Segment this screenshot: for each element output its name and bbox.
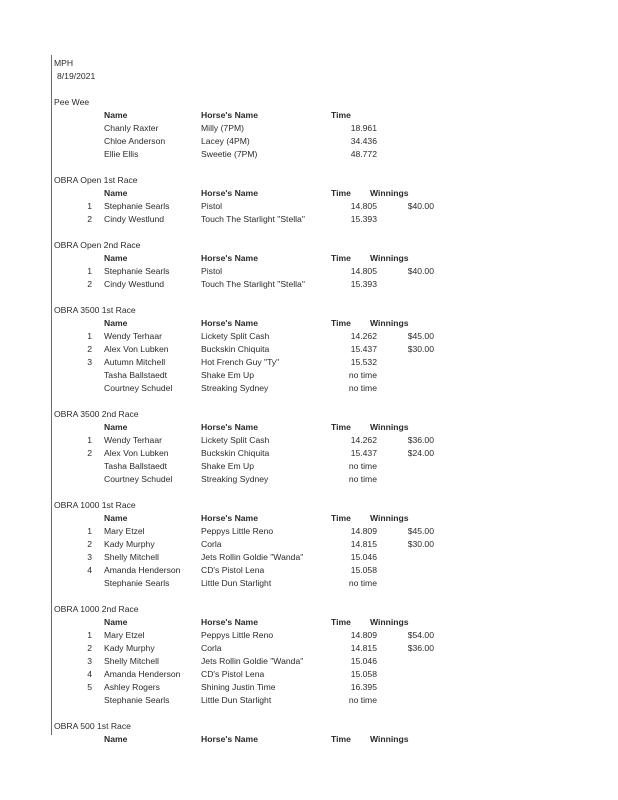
- result-row: [54, 577, 614, 590]
- col-header-name: Name: [104, 513, 128, 523]
- col-header-time: Time: [331, 422, 351, 432]
- horse-name-cell: Corla: [201, 539, 222, 549]
- race-section: [54, 239, 614, 291]
- rider-name-cell: Autumn Mitchell: [104, 357, 166, 367]
- rider-name-cell: Wendy Terhaar: [104, 435, 162, 445]
- results-document: [54, 57, 614, 746]
- col-header-winnings: Winnings: [370, 253, 409, 263]
- time-cell: 34.436: [350, 136, 377, 146]
- horse-name-cell: Lickety Split Cash: [201, 435, 270, 445]
- horse-name-cell: Streaking Sydney: [201, 474, 269, 484]
- place-cell: 2: [87, 214, 92, 224]
- horse-name-cell: Jets Rollin Goldie "Wanda": [201, 552, 304, 562]
- rider-name-cell: Chanly Raxter: [104, 123, 159, 133]
- time-cell: no time: [348, 383, 377, 393]
- rider-name-cell: Ashley Rogers: [104, 682, 160, 692]
- horse-name-cell: Little Dun Starlight: [201, 695, 272, 705]
- rider-name-cell: Alex Von Lubken: [104, 448, 169, 458]
- result-row: [54, 330, 614, 343]
- column-header-row: [54, 317, 614, 330]
- horse-name-cell: Hot French Guy "Ty": [201, 357, 280, 367]
- place-cell: 4: [87, 565, 92, 575]
- place-cell: 5: [87, 682, 92, 692]
- winnings-cell: $36.00: [407, 435, 434, 445]
- race-title: OBRA 3500 1st Race: [54, 305, 136, 315]
- col-header-name: Name: [104, 422, 128, 432]
- result-row: [54, 629, 614, 642]
- winnings-cell: $30.00: [407, 539, 434, 549]
- race-title: OBRA Open 2nd Race: [54, 240, 141, 250]
- winnings-cell: $45.00: [407, 331, 434, 341]
- time-cell: 15.046: [350, 552, 377, 562]
- col-header-horse: Horse's Name: [201, 513, 258, 523]
- result-row: [54, 551, 614, 564]
- time-cell: 15.437: [350, 344, 377, 354]
- horse-name-cell: Milly (7PM): [201, 123, 244, 133]
- rider-name-cell: Chloe Anderson: [104, 136, 166, 146]
- time-cell: 16.395: [350, 682, 377, 692]
- rider-name-cell: Alex Von Lubken: [104, 344, 169, 354]
- result-row: [54, 694, 614, 707]
- col-header-horse: Horse's Name: [201, 318, 258, 328]
- time-cell: 15.437: [350, 448, 377, 458]
- rider-name-cell: Tasha Ballstaedt: [104, 370, 168, 380]
- time-cell: no time: [348, 578, 377, 588]
- race-section: [54, 304, 614, 395]
- result-row: [54, 213, 614, 226]
- rider-name-cell: Shelly Mitchell: [104, 552, 159, 562]
- rider-name-cell: Amanda Henderson: [104, 565, 181, 575]
- rider-name-cell: Cindy Westlund: [104, 279, 165, 289]
- place-cell: 3: [87, 552, 92, 562]
- time-cell: 15.058: [350, 565, 377, 575]
- col-header-winnings: Winnings: [370, 617, 409, 627]
- document-date: 8/19/2021: [57, 71, 96, 81]
- horse-name-cell: Lickety Split Cash: [201, 331, 270, 341]
- result-row: [54, 200, 614, 213]
- horse-name-cell: Buckskin Chiquita: [201, 448, 270, 458]
- time-cell: 15.046: [350, 656, 377, 666]
- col-header-name: Name: [104, 253, 128, 263]
- time-cell: 15.058: [350, 669, 377, 679]
- horse-name-cell: Peppys Little Reno: [201, 630, 274, 640]
- race-section: [54, 174, 614, 226]
- time-cell: no time: [348, 461, 377, 471]
- race-section: [54, 603, 614, 707]
- horse-name-cell: Shake Em Up: [201, 461, 255, 471]
- rider-name-cell: Stephanie Searls: [104, 578, 170, 588]
- race-title: OBRA 3500 2nd Race: [54, 409, 139, 419]
- result-row: [54, 655, 614, 668]
- rider-name-cell: Tasha Ballstaedt: [104, 461, 168, 471]
- page-margin-line: [51, 55, 52, 735]
- result-row: [54, 447, 614, 460]
- time-cell: 15.393: [350, 214, 377, 224]
- result-row: [54, 681, 614, 694]
- column-header-row: [54, 512, 614, 525]
- col-header-name: Name: [104, 734, 128, 744]
- result-row: [54, 642, 614, 655]
- result-row: [54, 369, 614, 382]
- time-cell: 14.805: [350, 201, 377, 211]
- rider-name-cell: Amanda Henderson: [104, 669, 181, 679]
- winnings-cell: $24.00: [407, 448, 434, 458]
- result-row: [54, 564, 614, 577]
- time-cell: 14.809: [350, 526, 377, 536]
- rider-name-cell: Mary Etzel: [104, 630, 145, 640]
- column-header-row: [54, 421, 614, 434]
- place-cell: 2: [87, 279, 92, 289]
- result-row: [54, 135, 614, 148]
- col-header-time: Time: [331, 617, 351, 627]
- race-section: [54, 96, 614, 161]
- horse-name-cell: Touch The Starlight "Stella": [201, 214, 305, 224]
- winnings-cell: $30.00: [407, 344, 434, 354]
- col-header-name: Name: [104, 318, 128, 328]
- horse-name-cell: Little Dun Starlight: [201, 578, 272, 588]
- col-header-time: Time: [331, 188, 351, 198]
- horse-name-cell: Shake Em Up: [201, 370, 255, 380]
- time-cell: 14.805: [350, 266, 377, 276]
- column-header-row: [54, 109, 614, 122]
- place-cell: 1: [87, 630, 92, 640]
- col-header-horse: Horse's Name: [201, 617, 258, 627]
- col-header-horse: Horse's Name: [201, 188, 258, 198]
- time-cell: no time: [348, 474, 377, 484]
- col-header-time: Time: [331, 513, 351, 523]
- result-row: [54, 122, 614, 135]
- horse-name-cell: CD's Pistol Lena: [201, 669, 265, 679]
- col-header-time: Time: [331, 110, 351, 120]
- winnings-cell: $36.00: [407, 643, 434, 653]
- result-row: [54, 356, 614, 369]
- time-cell: 14.815: [350, 643, 377, 653]
- col-header-winnings: Winnings: [370, 513, 409, 523]
- place-cell: 2: [87, 539, 92, 549]
- time-cell: 15.532: [350, 357, 377, 367]
- time-cell: 14.262: [350, 435, 377, 445]
- col-header-name: Name: [104, 188, 128, 198]
- column-header-row: [54, 616, 614, 629]
- col-header-time: Time: [331, 734, 351, 744]
- horse-name-cell: Lacey (4PM): [201, 136, 250, 146]
- rider-name-cell: Kady Murphy: [104, 539, 155, 549]
- time-cell: 15.393: [350, 279, 377, 289]
- rider-name-cell: Stephanie Searls: [104, 695, 170, 705]
- col-header-name: Name: [104, 110, 128, 120]
- time-cell: no time: [348, 370, 377, 380]
- time-cell: 14.815: [350, 539, 377, 549]
- col-header-winnings: Winnings: [370, 734, 409, 744]
- result-row: [54, 148, 614, 161]
- horse-name-cell: Pistol: [201, 201, 223, 211]
- rider-name-cell: Wendy Terhaar: [104, 331, 162, 341]
- time-cell: 18.961: [350, 123, 377, 133]
- horse-name-cell: Jets Rollin Goldie "Wanda": [201, 656, 304, 666]
- place-cell: 2: [87, 448, 92, 458]
- column-header-row: [54, 187, 614, 200]
- result-row: [54, 434, 614, 447]
- winnings-cell: $40.00: [407, 201, 434, 211]
- winnings-cell: $40.00: [407, 266, 434, 276]
- place-cell: 1: [87, 201, 92, 211]
- col-header-horse: Horse's Name: [201, 110, 258, 120]
- rider-name-cell: Ellie Ellis: [104, 149, 139, 159]
- race-section: [54, 720, 614, 746]
- winnings-cell: $54.00: [407, 630, 434, 640]
- time-cell: 14.262: [350, 331, 377, 341]
- rider-name-cell: Mary Etzel: [104, 526, 145, 536]
- col-header-horse: Horse's Name: [201, 253, 258, 263]
- col-header-winnings: Winnings: [370, 422, 409, 432]
- place-cell: 3: [87, 656, 92, 666]
- rider-name-cell: Kady Murphy: [104, 643, 155, 653]
- horse-name-cell: Peppys Little Reno: [201, 526, 274, 536]
- rider-name-cell: Stephanie Searls: [104, 201, 170, 211]
- result-row: [54, 473, 614, 486]
- race-title: OBRA 1000 2nd Race: [54, 604, 139, 614]
- col-header-time: Time: [331, 318, 351, 328]
- rider-name-cell: Courtney Schudel: [104, 383, 173, 393]
- col-header-name: Name: [104, 617, 128, 627]
- rider-name-cell: Courtney Schudel: [104, 474, 173, 484]
- place-cell: 1: [87, 526, 92, 536]
- horse-name-cell: Sweetie (7PM): [201, 149, 258, 159]
- horse-name-cell: CD's Pistol Lena: [201, 565, 265, 575]
- horse-name-cell: Shining Justin Time: [201, 682, 276, 692]
- horse-name-cell: Pistol: [201, 266, 223, 276]
- result-row: [54, 278, 614, 291]
- horse-name-cell: Buckskin Chiquita: [201, 344, 270, 354]
- col-header-winnings: Winnings: [370, 188, 409, 198]
- col-header-horse: Horse's Name: [201, 422, 258, 432]
- rider-name-cell: Shelly Mitchell: [104, 656, 159, 666]
- place-cell: 2: [87, 344, 92, 354]
- race-section: [54, 408, 614, 486]
- col-header-horse: Horse's Name: [201, 734, 258, 744]
- result-row: [54, 668, 614, 681]
- place-cell: 1: [87, 266, 92, 276]
- column-header-row: [54, 733, 614, 746]
- result-row: [54, 460, 614, 473]
- result-row: [54, 525, 614, 538]
- place-cell: 1: [87, 331, 92, 341]
- col-header-winnings: Winnings: [370, 318, 409, 328]
- rider-name-cell: Stephanie Searls: [104, 266, 170, 276]
- winnings-cell: $45.00: [407, 526, 434, 536]
- place-cell: 3: [87, 357, 92, 367]
- document-title: MPH: [54, 58, 74, 68]
- horse-name-cell: Touch The Starlight "Stella": [201, 279, 305, 289]
- horse-name-cell: Streaking Sydney: [201, 383, 269, 393]
- place-cell: 2: [87, 643, 92, 653]
- result-row: [54, 538, 614, 551]
- result-row: [54, 343, 614, 356]
- time-cell: no time: [348, 695, 377, 705]
- result-row: [54, 265, 614, 278]
- place-cell: 1: [87, 435, 92, 445]
- race-sections: [54, 96, 614, 746]
- result-row: [54, 382, 614, 395]
- place-cell: 4: [87, 669, 92, 679]
- horse-name-cell: Corla: [201, 643, 222, 653]
- race-title: OBRA Open 1st Race: [54, 175, 138, 185]
- race-title: OBRA 500 1st Race: [54, 721, 131, 731]
- col-header-time: Time: [331, 253, 351, 263]
- time-cell: 14.809: [350, 630, 377, 640]
- rider-name-cell: Cindy Westlund: [104, 214, 165, 224]
- race-section: [54, 499, 614, 590]
- race-title: Pee Wee: [54, 97, 90, 107]
- time-cell: 48.772: [350, 149, 377, 159]
- race-title: OBRA 1000 1st Race: [54, 500, 136, 510]
- document-header: [54, 57, 614, 83]
- column-header-row: [54, 252, 614, 265]
